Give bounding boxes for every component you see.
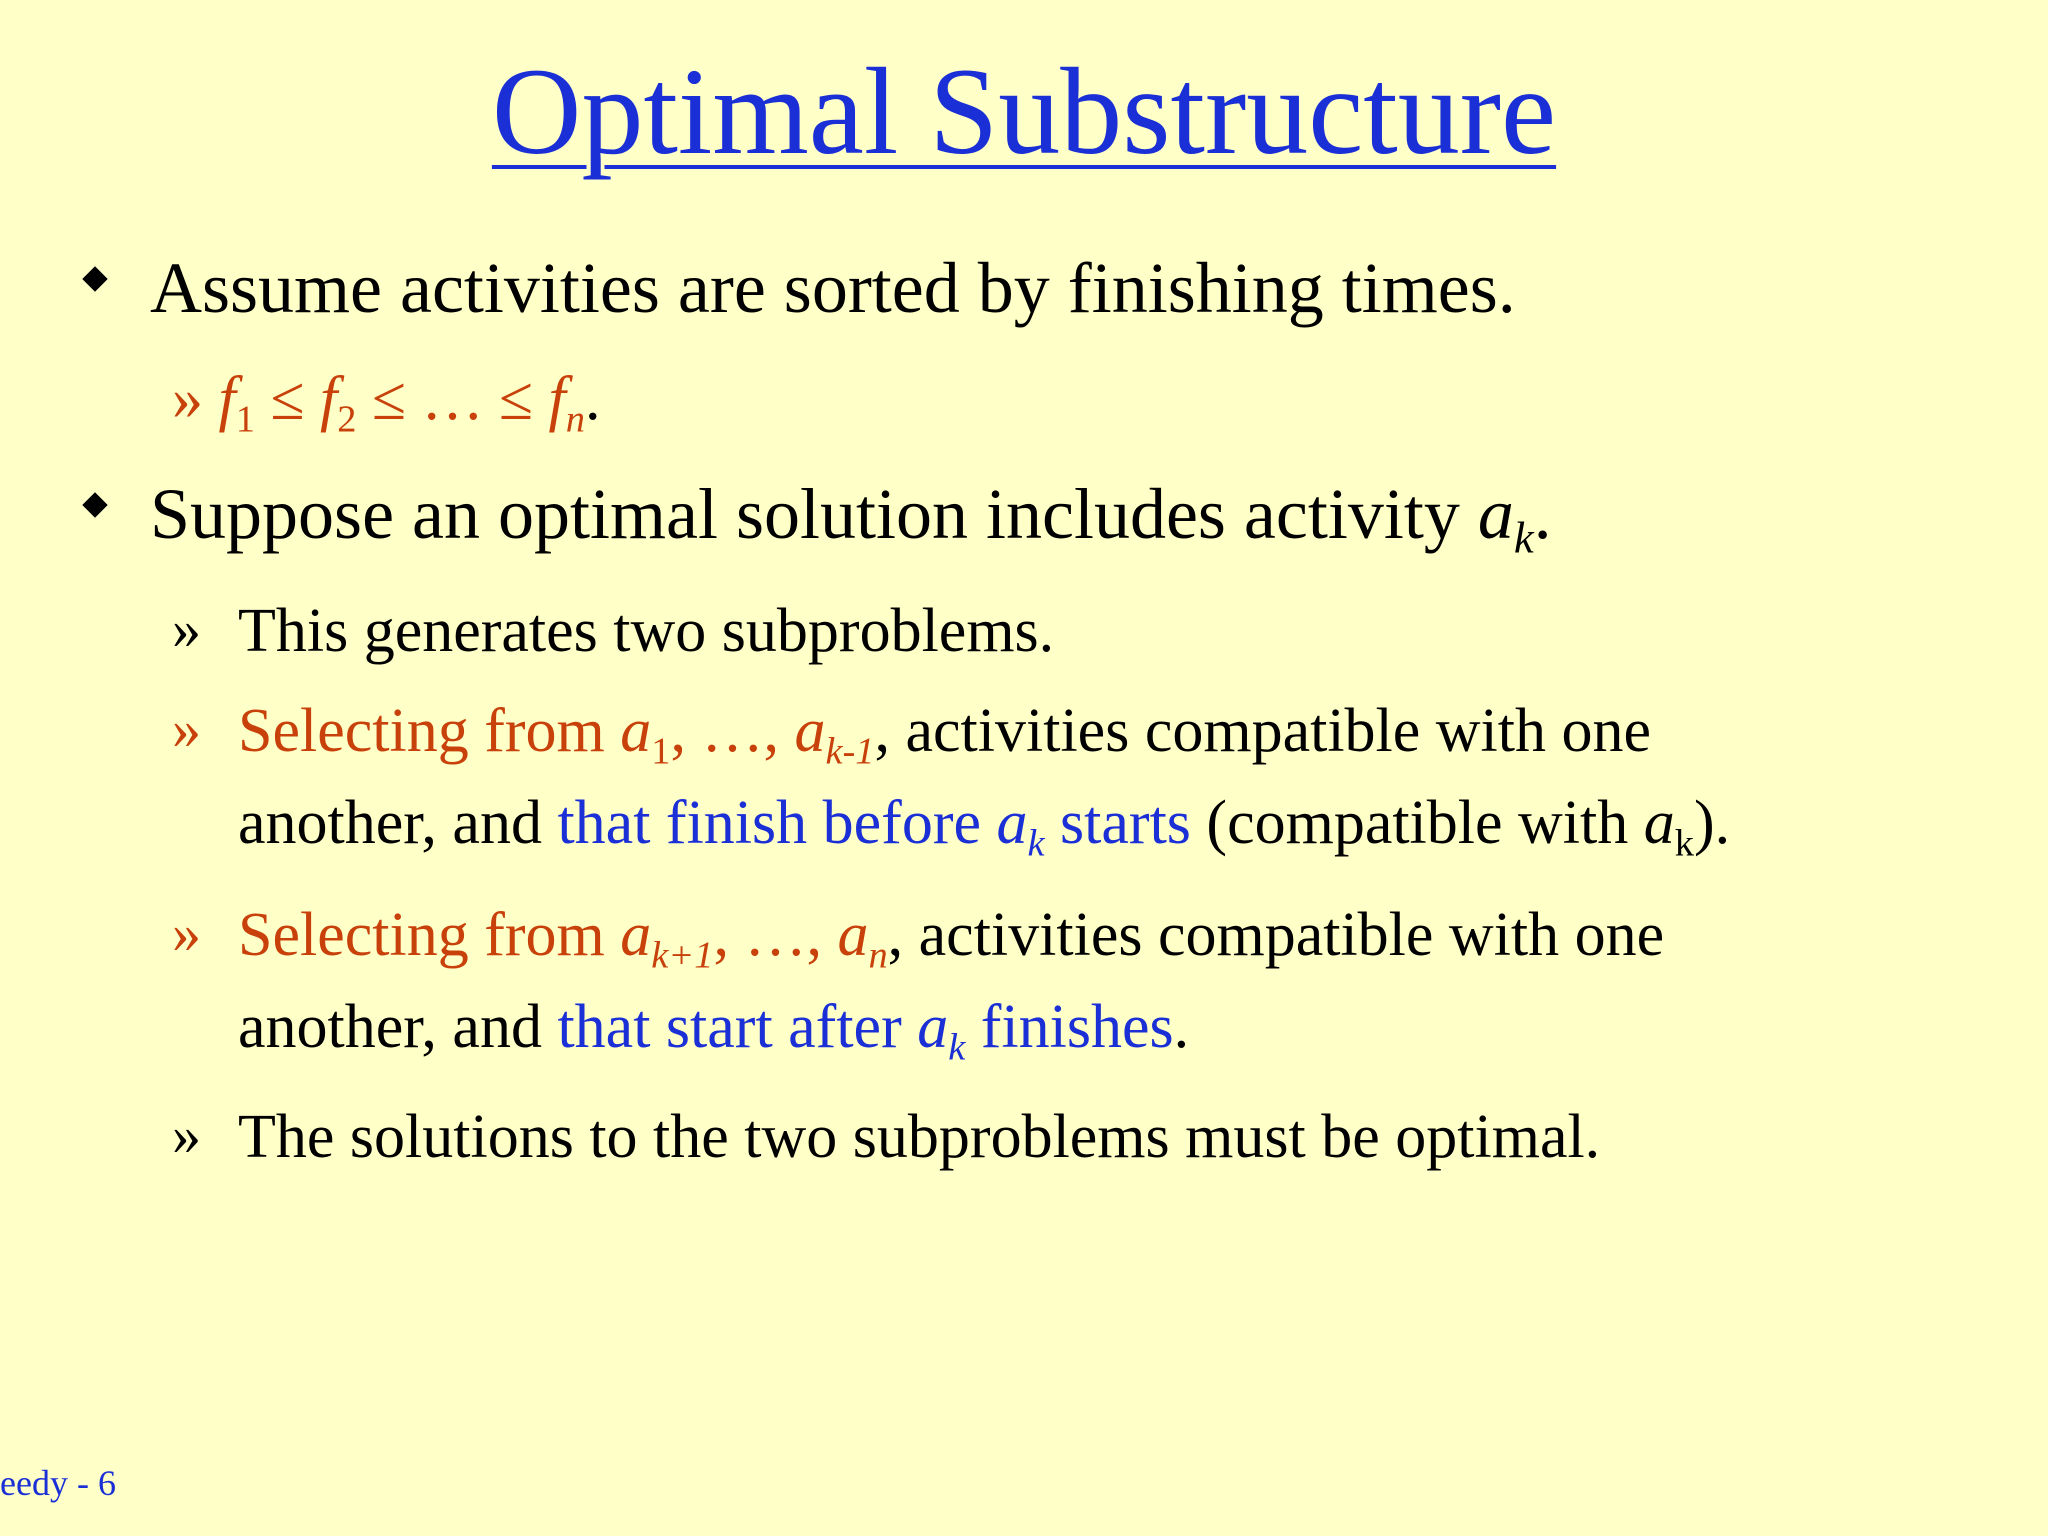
chevron-icon: » [172, 1102, 201, 1167]
slide-footer: eedy - 6 [0, 1463, 116, 1503]
sub-bullet-second-subproblem-cont: another, and that start after $a_k$ finishes. [238, 993, 1190, 1069]
diamond-bullet-icon [82, 492, 107, 517]
sub-bullet-finish-order: » $f_1 \le f_2$ ≤ … ≤ $f_n$. [172, 365, 601, 441]
chevron-icon: » [172, 696, 201, 761]
chevron-icon: » [172, 900, 201, 965]
diamond-bullet-icon [82, 266, 107, 291]
chevron-icon: » [172, 596, 201, 661]
sub-bullet-first-subproblem: Selecting from $a_1$, …, $a_{k-1}$, activities compatible with one [238, 697, 1652, 773]
sub-bullet-first-subproblem-cont: another, and that finish before $a_k$ starts (compatible with $a_k$). [238, 789, 1731, 865]
chevron-icon: » [172, 365, 203, 433]
sub-bullet-optimal-solutions: The solutions to the two subproblems must be optimal. [238, 1103, 1601, 1171]
sub-bullet-second-subproblem: Selecting from $a_{k+1}$, …, $a_n$, activities compatible with one [238, 901, 1665, 977]
bullet-1-text: Assume activities are sorted by finishing times. [150, 248, 1516, 328]
bullet-2-text: Suppose an optimal solution includes activity $a_k$. [150, 474, 1552, 563]
sub-bullet-two-subproblems: This generates two subproblems. [238, 597, 1055, 665]
slide-title: Optimal Substructure [491, 43, 1557, 180]
